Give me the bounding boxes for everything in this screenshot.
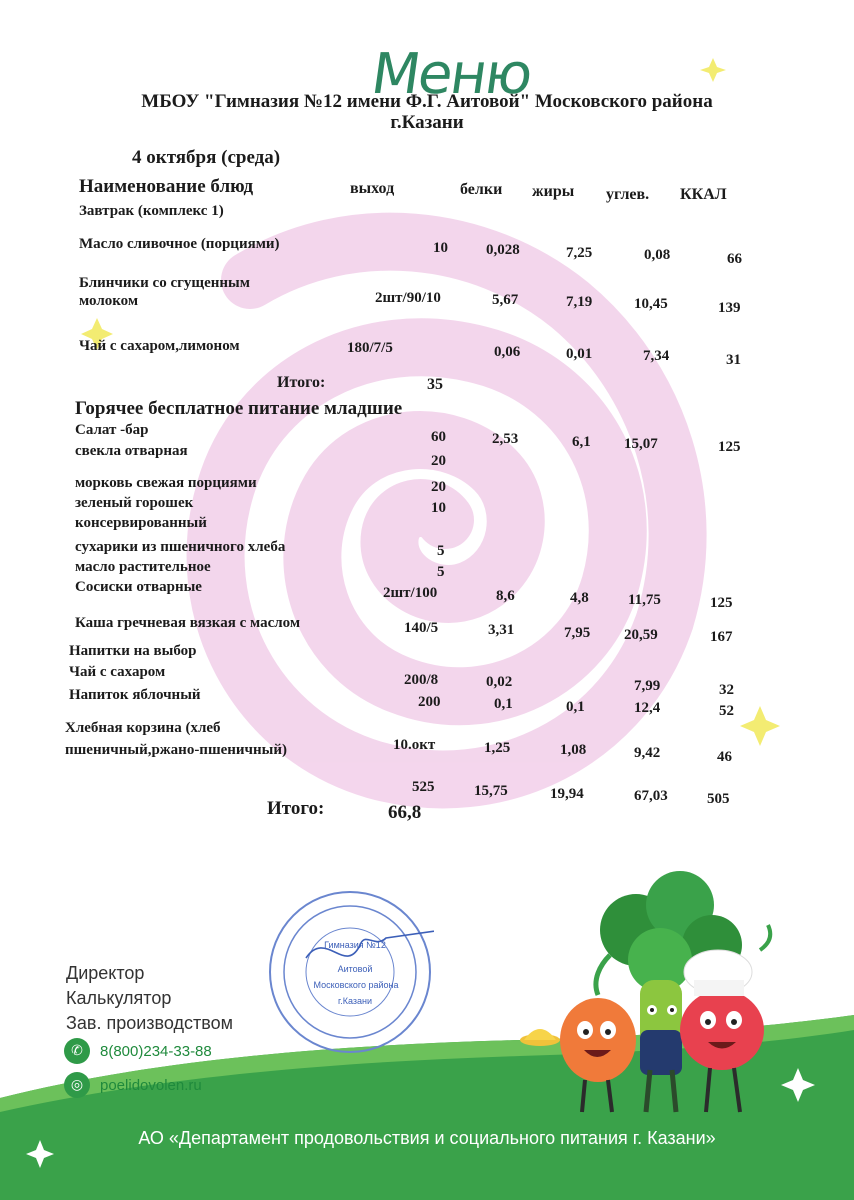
phone-icon: ✆ (64, 1038, 90, 1064)
protein-value: 3,31 (488, 622, 515, 638)
protein-value: 8,6 (496, 588, 515, 604)
col-protein-header: белки (460, 181, 503, 198)
dish-name: Чай с сахаром,лимоном (79, 338, 240, 354)
contact-phone[interactable]: 8(800)234-33-88 (100, 1043, 212, 1060)
salad-ingredient: сухарики из пшеничного хлеба (75, 539, 286, 555)
portion-value: 60 (431, 429, 446, 445)
carbs-value: 0,08 (644, 247, 671, 263)
stamp-text-line: г.Казани (338, 996, 372, 1006)
protein-sum: 15,75 (474, 783, 508, 799)
portion-value: 10.окт (393, 737, 436, 753)
spiral-decoration (216, 242, 678, 780)
kcal-value: 31 (726, 352, 741, 368)
fat-value: 7,25 (566, 245, 593, 261)
kcal-value: 32 (719, 682, 734, 698)
kcal-value: 125 (718, 439, 741, 455)
portion-value: 20 (431, 479, 446, 495)
dish-name: Салат -бар (75, 422, 149, 438)
dish-name: Масло сливочное (порциями) (79, 236, 280, 252)
stamp-text-line: Московского района (313, 980, 399, 990)
footer-organization: АО «Департамент продовольствия и социального питания г. Казани» (138, 1128, 716, 1148)
salad-ingredient: масло растительное (75, 559, 211, 575)
stamp-text-line: Аитовой (337, 964, 373, 974)
col-fat-header: жиры (532, 183, 575, 200)
portion-value: 200/8 (404, 672, 439, 688)
staff-production-head: Зав. производством (66, 1013, 233, 1033)
portion-value: 140/5 (404, 620, 439, 636)
dish-name-cont: пшеничный,ржано-пшеничный) (65, 742, 288, 758)
kcal-value: 125 (710, 595, 733, 611)
fat-value: 1,08 (560, 742, 587, 758)
dish-name: Чай с сахаром (69, 664, 166, 680)
kcal-value: 66 (727, 251, 742, 267)
carbs-value: 12,4 (634, 700, 661, 716)
school-city: г.Казани (390, 112, 464, 133)
dish-name: Каша гречневая вязкая с маслом (75, 615, 301, 631)
kcal-value: 46 (717, 749, 732, 765)
portion-sum: 525 (412, 779, 435, 795)
lunch-total-label: Итого: (267, 798, 325, 819)
salad-ingredient: консервированный (75, 515, 207, 531)
kcal-value: 139 (718, 300, 741, 316)
dish-name-cont: молоком (79, 293, 139, 309)
kcal-sum: 505 (707, 791, 730, 807)
salad-ingredient: свекла отварная (75, 443, 188, 459)
menu-date: 4 октября (среда) (132, 147, 281, 168)
portion-value: 20 (431, 453, 446, 469)
lunch-total-value: 66,8 (388, 802, 422, 823)
protein-value: 1,25 (484, 740, 511, 756)
menu-logo-word: Меню (367, 42, 536, 107)
fat-value: 0,01 (566, 346, 593, 362)
carbs-value: 10,45 (634, 296, 668, 312)
col-kcal-header: ККАЛ (680, 186, 727, 203)
carbs-value: 7,99 (634, 678, 661, 694)
carbs-value: 20,59 (624, 627, 658, 643)
protein-value: 0,028 (486, 242, 520, 258)
portion-value: 10 (433, 240, 448, 256)
fat-value: 6,1 (572, 434, 591, 450)
fat-value: 4,8 (570, 590, 589, 606)
drinks-header: Напитки на выбор (69, 643, 197, 659)
school-name: МБОУ "Гимназия №12 имени Ф.Г. Аитовой" Московского района (141, 91, 713, 112)
protein-value: 2,53 (492, 431, 519, 447)
dish-name: Блинчики со сгущенным (79, 275, 250, 291)
fat-value: 0,1 (566, 699, 585, 715)
staff-director: Директор (66, 963, 145, 983)
portion-value: 180/7/5 (347, 340, 393, 356)
col-name-header: Наименование блюд (79, 176, 254, 197)
dish-name: Хлебная корзина (хлеб (65, 720, 221, 736)
carbs-value: 15,07 (624, 436, 658, 452)
carbs-value: 7,34 (643, 348, 670, 364)
breakfast-section-title: Завтрак (комплекс 1) (79, 203, 224, 219)
fat-sum: 19,94 (550, 786, 584, 802)
col-portion-header: выход (350, 180, 395, 197)
col-carbs-header: углев. (606, 186, 650, 203)
breakfast-total-value: 35 (427, 376, 443, 393)
protein-value: 0,1 (494, 696, 513, 712)
portion-value: 2шт/100 (383, 585, 438, 601)
portion-value: 200 (418, 694, 441, 710)
protein-value: 5,67 (492, 292, 519, 308)
salad-ingredient: зеленый горошек (75, 495, 194, 511)
portion-value: 2шт/90/10 (375, 290, 441, 306)
carbs-sum: 67,03 (634, 788, 668, 804)
fat-value: 7,95 (564, 625, 591, 641)
contact-website[interactable]: poelidovolen.ru (100, 1077, 202, 1094)
staff-calculator: Калькулятор (66, 988, 172, 1008)
protein-value: 0,06 (494, 344, 521, 360)
carbs-value: 9,42 (634, 745, 661, 761)
dish-name: Сосиски отварные (75, 579, 202, 595)
breakfast-total-label: Итого: (277, 374, 326, 391)
portion-value: 5 (437, 564, 445, 580)
globe-icon: ◎ (64, 1072, 90, 1098)
kcal-value: 52 (719, 703, 734, 719)
protein-value: 0,02 (486, 674, 513, 690)
lunch-section-title: Горячее бесплатное питание младшие (75, 398, 403, 419)
dish-name: Напиток яблочный (69, 687, 201, 703)
portion-value: 5 (437, 543, 445, 559)
stamp-text-line: Гимназия №12 (324, 940, 386, 950)
carbs-value: 11,75 (628, 592, 661, 608)
fat-value: 7,19 (566, 294, 593, 310)
kcal-value: 167 (710, 629, 733, 645)
salad-ingredient: морковь свежая порциями (75, 475, 257, 491)
portion-value: 10 (431, 500, 446, 516)
